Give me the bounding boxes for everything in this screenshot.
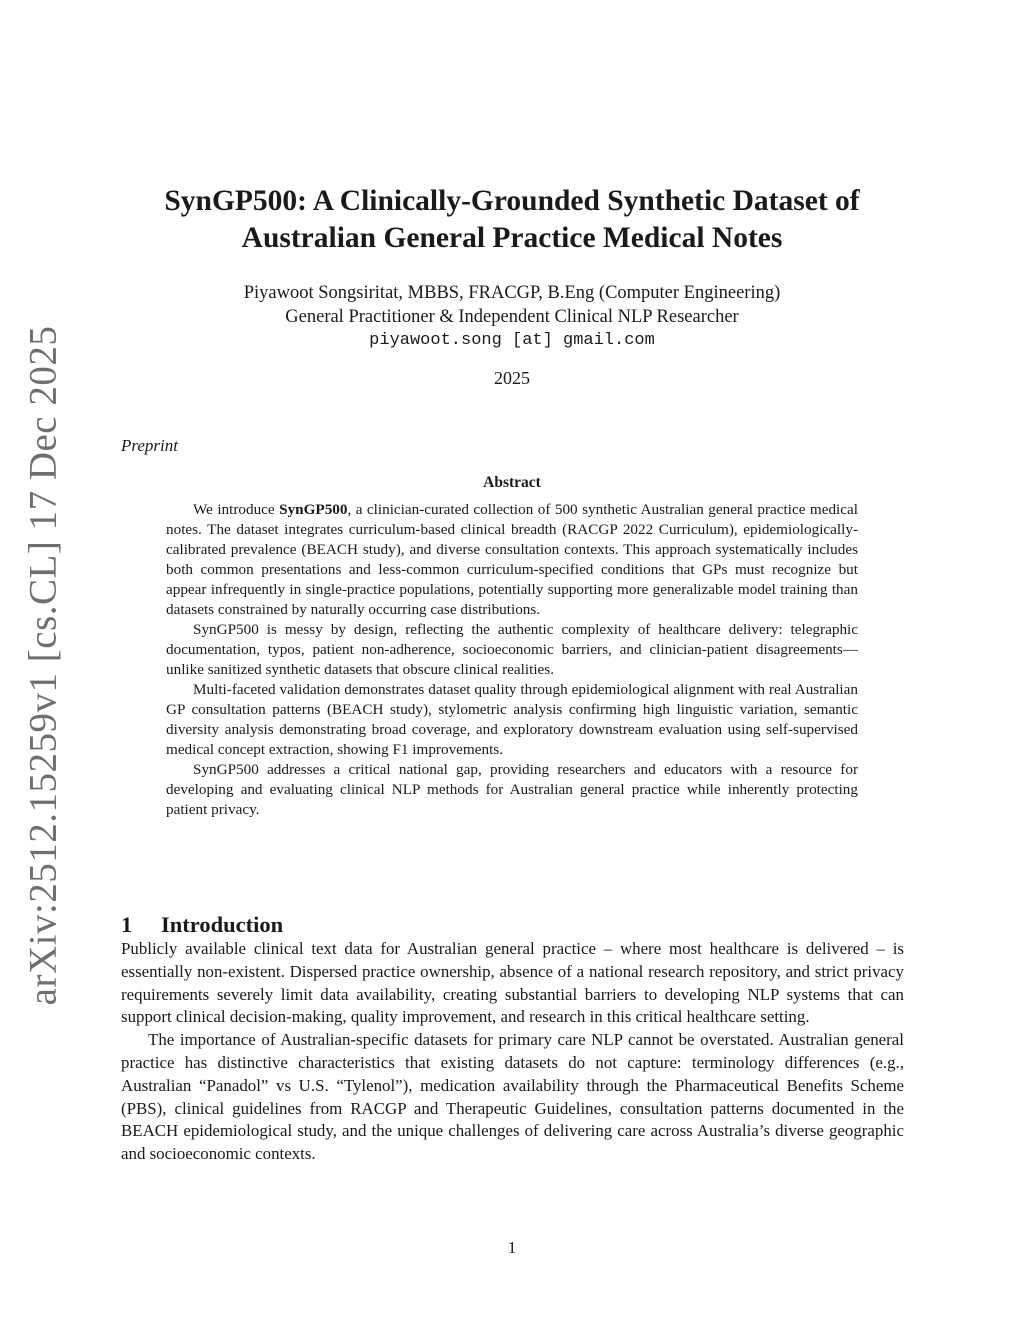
body-paragraph: Publicly available clinical text data for Australian general practice – where most healthcare is delivered – is essentially non-existent. Dispersed practice ownership, absence of a national research repository, and strict privacy requirements severely limit data availability, creating substantial barriers to developing NLP systems that can support clinical decision-making, quality improvement, and research in this critical healthcare setting. xyxy=(121,939,904,1027)
page-number: 1 xyxy=(507,1238,517,1257)
abstract-paragraph: SynGP500 addresses a critical national gap, providing researchers and educators with a resource for developing and evaluating clinical NLP methods for Australian general practice while inherently protecting patient privacy. xyxy=(166,761,858,818)
abstract-paragraph: Multi-faceted validation demonstrates dataset quality through epidemiological alignment with real Australian GP consultation patterns (BEACH study), stylometric analysis confirming high linguistic variation, semantic diversity analysis demonstrating broad coverage, and exploratory downstream evaluation using self-supervised medical concept extraction, showing F1 improvements. xyxy=(166,681,858,758)
section-number: 1 xyxy=(121,911,133,937)
body-paragraph: The importance of Australian-specific datasets for primary care NLP cannot be overstated. Australian general practice has distinctive characteristics that existing datasets do not capture: terminology differences (e.g., Australian “Panadol” vs U.S. “Tylenol”), medication availability through the Pharmaceutical Benefits Scheme (PBS), clinical guidelines from RACGP and Therapeutic Guidelines, consultation patterns documented in the BEACH epidemiological study, and the unique challenges of delivering care across Australia’s diverse geographic and socioeconomic contexts. xyxy=(121,1030,904,1164)
abstract-paragraph xyxy=(166,500,858,620)
author-role: General Practitioner & Independent Clinical NLP Researcher xyxy=(285,306,739,327)
arxiv-identifier-text: arXiv:2512.15259v1 [cs.CL] 17 Dec 2025 xyxy=(21,325,65,1005)
abstract-paragraph: SynGP500 is messy by design, reflecting the authentic complexity of healthcare delivery: telegraphic documentation, typos, patient non-adherence, socioeconomic barriers, and clinician-patient disagreements—unlike sanitized synthetic datasets that obscure clinical realities. xyxy=(166,621,858,678)
introduction-body xyxy=(121,938,904,1166)
author-email: piyawoot.song [at] gmail.com xyxy=(369,331,655,350)
abstract-rest-text: , a clinician-curated collection of 500 synthetic Australian general practice medical notes. The dataset integrates curriculum-based clinical breadth (RACGP 2022 Curriculum), epidemiologically-calibrated prevalence (BEACH study), and diverse consultation contexts. This approach systematically includes both common presentations and less-common curriculum-specified conditions that GPs must recognize but appear infrequently in single-practice populations, potentially supporting more generalizable model training than datasets constrained by naturally occurring case distributions. xyxy=(166,501,858,618)
arxiv-identifier-stamp xyxy=(14,325,72,1005)
paper-title: SynGP500: A Clinically-Grounded Synthetic Dataset of Australian General Practice Medical Notes xyxy=(164,185,860,254)
author-name: Piyawoot Songsiritat, MBBS, FRACGP, B.Eng (Computer Engineering) xyxy=(243,283,781,303)
publication-year: 2025 xyxy=(494,368,530,388)
author-block xyxy=(150,282,874,353)
abstract-heading: Abstract xyxy=(483,474,541,491)
section-heading-introduction xyxy=(121,912,621,938)
abstract-lead-text: We introduce xyxy=(193,501,280,518)
dataset-name: SynGP500 xyxy=(279,501,348,518)
abstract-body xyxy=(166,500,858,820)
section-title: Introduction xyxy=(161,911,284,937)
preprint-label: Preprint xyxy=(121,436,178,455)
